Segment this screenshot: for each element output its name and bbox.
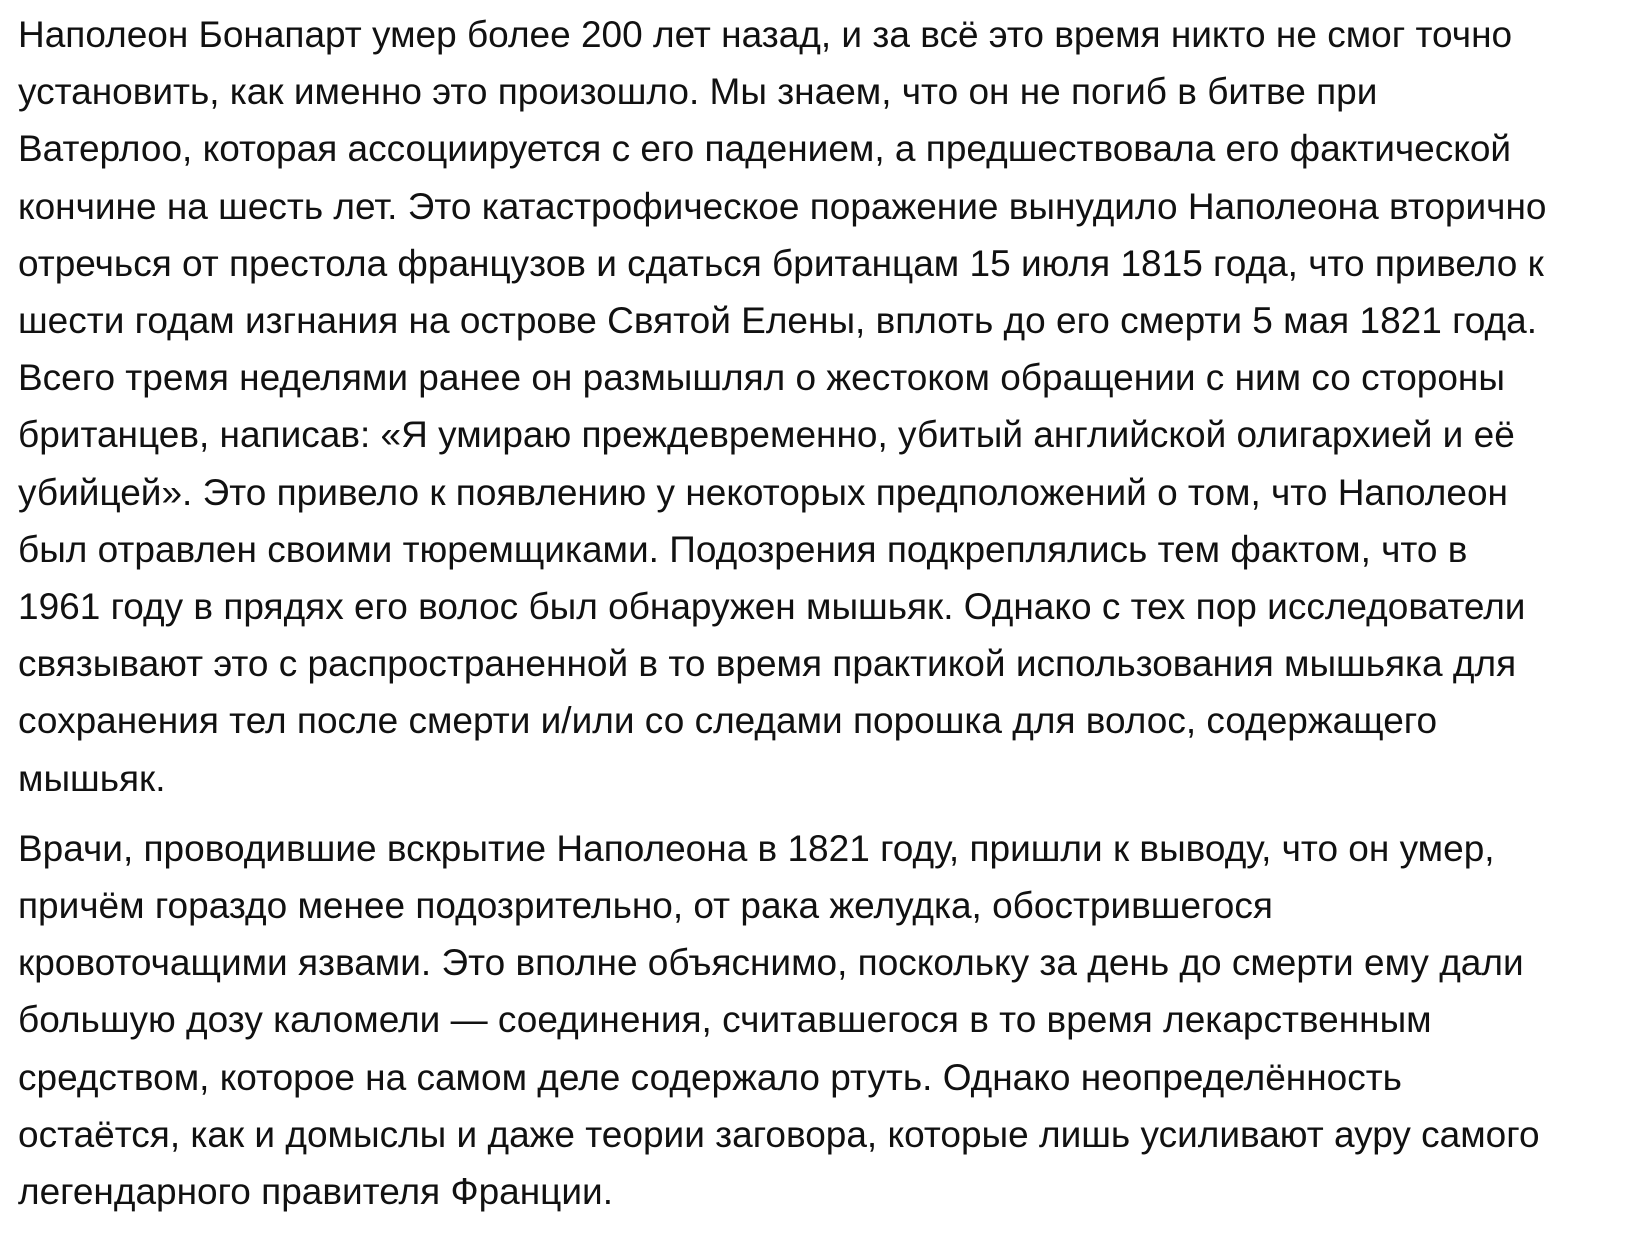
text-line: мышьяк. <box>18 757 166 799</box>
text-line: связывают это с распространенной в то время практикой использования мышьяка для <box>18 643 1517 685</box>
text-line: Врачи, проводившие вскрытие Наполеона в 1821 году, пришли к выводу, что он умер, <box>18 827 1495 869</box>
text-line: был отравлен своими тюремщиками. Подозрения подкреплялись тем фактом, что в <box>18 528 1468 570</box>
article-body <box>18 6 1623 1220</box>
text-line: большую дозу каломели — соединения, считавшегося в то время лекарственным <box>18 999 1432 1041</box>
text-line: Ватерлоо, которая ассоциируется с его падением, а предшествовала его фактической <box>18 128 1512 170</box>
text-line: убийцей». Это привело к появлению у некоторых предположений о том, что Наполеон <box>18 471 1508 513</box>
paragraph-2 <box>18 820 1623 1220</box>
text-line: 1961 году в прядях его волос был обнаружен мышьяк. Однако с тех пор исследователи <box>18 586 1526 628</box>
text-line: Всего тремя неделями ранее он размышлял о жестоком обращении с ним со стороны <box>18 357 1505 399</box>
text-line: отречься от престола французов и сдаться британцам 15 июля 1815 года, что привело к <box>18 242 1544 284</box>
text-line: кончине на шесть лет. Это катастрофическое поражение вынудило Наполеона вторично <box>18 185 1547 227</box>
text-line: кровоточащими язвами. Это вполне объяснимо, поскольку за день до смерти ему дали <box>18 942 1524 984</box>
text-line: Наполеон Бонапарт умер более 200 лет назад, и за всё это время никто не смог точно <box>18 14 1513 55</box>
text-line: причём гораздо менее подозрительно, от рака желудка, обострившегося <box>18 885 1273 927</box>
text-line: установить, как именно это произошло. Мы знаем, что он не погиб в битве при <box>18 71 1378 113</box>
text-line: легендарного правителя Франции. <box>18 1171 613 1213</box>
text-line: средством, которое на самом деле содержало ртуть. Однако неопределённость <box>18 1056 1402 1098</box>
text-line: шести годам изгнания на острове Святой Елены, вплоть до его смерти 5 мая 1821 года. <box>18 300 1537 342</box>
paragraph-1 <box>18 6 1623 807</box>
text-line: сохранения тел после смерти и/или со следами порошка для волос, содержащего <box>18 700 1438 742</box>
text-line: британцев, написав: «Я умираю преждевременно, убитый английской олигархией и её <box>18 414 1515 456</box>
text-line: остаётся, как и домыслы и даже теории заговора, которые лишь усиливают ауру самого <box>18 1113 1540 1155</box>
